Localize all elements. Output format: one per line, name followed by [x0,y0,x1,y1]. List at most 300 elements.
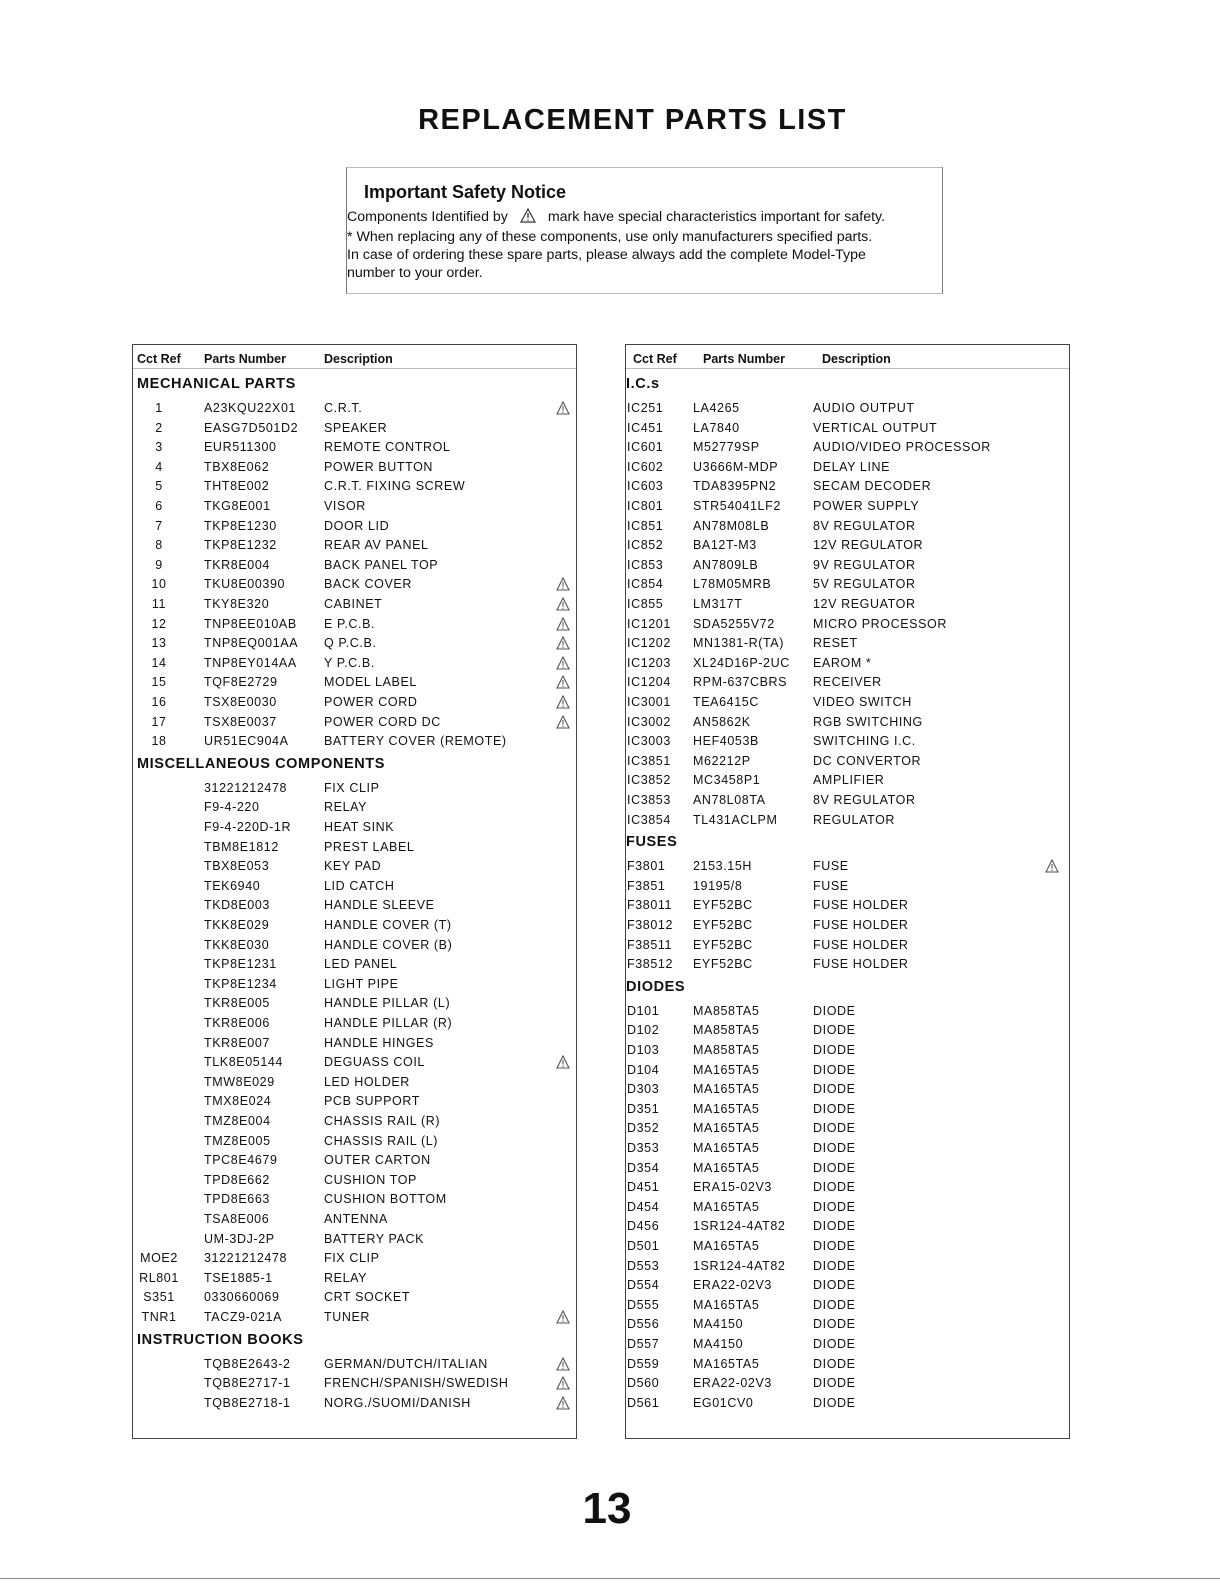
cct-ref-cell: 16 [151,695,167,709]
safety-notice-line-1 [347,208,885,228]
parts-number-cell: TSX8E0030 [204,695,277,709]
parts-number-cell: ERA22-02V3 [693,1376,772,1391]
parts-number-cell: TMZ8E004 [204,1114,271,1128]
parts-number-cell: F9-4-220 [204,800,260,815]
parts-panel-left [132,344,577,1439]
parts-number-cell: TPD8E663 [204,1192,270,1207]
description-cell: SWITCHING I.C. [813,734,916,749]
parts-number-cell: M52779SP [693,440,760,455]
parts-row [133,421,576,439]
parts-number-cell: M62212P [693,753,751,768]
parts-row [133,977,576,995]
cct-ref-cell: IC601 [627,440,664,455]
parts-row [626,617,1069,635]
bottom-divider [0,1578,1220,1579]
parts-row [626,1278,1069,1296]
column-header-cct-ref: Cct Ref [137,352,181,366]
parts-number-cell: MA165TA5 [693,1101,760,1116]
section-heading: I.C.s [626,376,660,392]
cct-ref-cell: D561 [627,1395,660,1410]
parts-number-cell: TQB8E2718-1 [204,1395,291,1410]
description-cell: DIODE [813,1239,856,1253]
parts-number-cell: AN7809LB [693,557,759,572]
description-cell: DIODE [813,1297,856,1312]
description-cell: 5V REGULATOR [813,577,916,592]
parts-number-cell: 31221212478 [204,1251,288,1266]
parts-row [626,793,1069,811]
parts-row [626,1239,1069,1257]
description-cell: GERMAN/DUTCH/ITALIAN [324,1356,488,1371]
description-cell: DIODE [813,1317,856,1332]
cct-ref-cell: D104 [627,1062,660,1077]
description-cell: DIODE [813,1395,856,1410]
description-cell: BATTERY PACK [324,1231,425,1246]
description-cell: DEGUASS COIL [324,1055,425,1070]
parts-row [626,577,1069,595]
cct-ref-cell: D103 [627,1043,660,1057]
parts-row [133,558,576,576]
parts-row [626,898,1069,916]
description-cell: DIODE [813,1376,856,1391]
description-cell: SECAM DECODER [813,479,932,494]
parts-number-cell: TACZ9-021A [204,1310,283,1324]
parts-number-cell: TSA8E006 [204,1212,270,1226]
parts-row [626,1219,1069,1237]
parts-row [133,859,576,877]
description-cell: OUTER CARTON [324,1153,431,1168]
parts-row [626,401,1069,419]
parts-number-cell: EYF52BC [693,957,753,972]
cct-ref-cell: F38512 [627,957,673,972]
description-cell: DIODE [813,1023,856,1038]
cct-ref-cell: D353 [627,1141,660,1155]
cct-ref-cell: D556 [627,1317,660,1332]
parts-row [626,1063,1069,1081]
parts-row [133,996,576,1014]
safety-notice-heading: Important Safety Notice [364,182,567,202]
parts-number-cell: MA165TA5 [693,1239,760,1253]
parts-row [133,440,576,458]
parts-number-cell: TKP8E1234 [204,976,277,991]
cct-ref-cell: D352 [627,1121,660,1136]
parts-number-cell: TKR8E007 [204,1035,270,1050]
parts-row [133,499,576,517]
safety-notice-line-2: * When replacing any of these components, use only manufacturers specified parts. [347,229,873,245]
parts-row [133,840,576,858]
parts-number-cell: TPC8E4679 [204,1153,278,1168]
parts-number-cell: ERA22-02V3 [693,1278,772,1293]
parts-number-cell: LM317T [693,597,743,611]
parts-number-cell: MA165TA5 [693,1356,760,1371]
cct-ref-cell: 4 [155,459,163,474]
parts-number-cell: MN1381-R(TA) [693,636,785,651]
parts-row [133,479,576,497]
parts-number-cell: MA165TA5 [693,1297,760,1312]
description-cell: HEAT SINK [324,820,395,834]
warning-triangle-icon [556,577,570,594]
description-cell: CRT SOCKET [324,1290,411,1305]
description-cell: DIODE [813,1219,856,1234]
description-cell: FRENCH/SPANISH/SWEDISH [324,1376,509,1391]
parts-row [133,1134,576,1152]
parts-number-cell: EUR511300 [204,440,277,455]
parts-row [133,938,576,956]
description-cell: NORG./SUOMI/DANISH [324,1395,471,1410]
parts-row [626,859,1069,877]
cct-ref-cell: 11 [151,597,167,611]
cct-ref-cell: 10 [151,577,167,592]
parts-number-cell: AN5862K [693,714,751,729]
cct-ref-cell: D451 [627,1180,660,1195]
parts-number-cell: TEA6415C [693,695,759,709]
parts-row [626,1023,1069,1041]
cct-ref-cell: IC251 [627,401,664,415]
description-cell: HANDLE PILLAR (R) [324,1016,453,1030]
parts-number-cell: TLK8E05144 [204,1055,283,1070]
parts-row [626,538,1069,556]
parts-row [626,957,1069,975]
parts-number-cell: LA7840 [693,420,740,435]
parts-number-cell: TKP8E1230 [204,518,277,533]
cct-ref-cell: IC1201 [627,616,671,631]
cct-ref-cell: RL801 [139,1270,179,1285]
parts-row [626,1298,1069,1316]
safety-notice-line-1-start: Components Identified by [347,209,508,225]
parts-row [133,957,576,975]
cct-ref-cell: 12 [151,616,167,631]
parts-number-cell: THT8E002 [204,479,270,494]
parts-number-cell: MA165TA5 [693,1121,760,1136]
cct-ref-cell: 2 [155,420,163,435]
parts-row [626,1357,1069,1375]
cct-ref-cell: IC3003 [627,734,671,749]
warning-triangle-icon [556,1055,570,1072]
description-cell: DIODE [813,1356,856,1371]
warning-triangle-icon [556,617,570,634]
parts-row [133,636,576,654]
cct-ref-cell: IC3002 [627,714,671,729]
cct-ref-cell: 7 [155,518,163,533]
description-cell: LID CATCH [324,878,395,893]
warning-triangle-icon [520,208,536,228]
parts-number-cell: TSE1885-1 [204,1270,273,1285]
parts-row [626,773,1069,791]
description-cell: DIODE [813,1337,856,1351]
description-cell: DIODE [813,1101,856,1116]
description-cell: POWER CORD DC [324,714,441,729]
safety-notice-line-3: In case of ordering these spare parts, please always add the complete Model-Type [347,247,866,263]
column-header-row [133,345,576,369]
cct-ref-cell: IC3854 [627,812,671,827]
parts-row [626,1259,1069,1277]
parts-number-cell: TKK8E029 [204,918,270,932]
parts-row [133,656,576,674]
cct-ref-cell: IC853 [627,557,664,572]
description-cell: DIODE [813,1082,856,1097]
cct-ref-cell: IC451 [627,420,664,435]
parts-row [133,460,576,478]
parts-row [626,879,1069,897]
parts-row [626,715,1069,733]
description-cell: C.R.T. FIXING SCREW [324,479,466,494]
warning-triangle-icon [556,715,570,732]
description-cell: DC CONVERTOR [813,753,922,768]
parts-row [626,479,1069,497]
parts-number-cell: LA4265 [693,401,740,415]
description-cell: PCB SUPPORT [324,1094,420,1109]
parts-row [626,597,1069,615]
cct-ref-cell: IC602 [627,459,664,474]
parts-number-cell: TKG8E001 [204,499,271,513]
parts-row [626,1141,1069,1159]
parts-row [626,499,1069,517]
cct-ref-cell: F38511 [627,937,673,952]
warning-triangle-icon [556,656,570,673]
description-cell: POWER BUTTON [324,459,434,474]
parts-number-cell: UR51EC904A [204,734,289,749]
description-cell: FUSE HOLDER [813,937,909,952]
description-cell: FUSE HOLDER [813,898,909,913]
description-cell: FIX CLIP [324,1251,380,1266]
cct-ref-cell: 1 [155,401,163,415]
description-cell: Q P.C.B. [324,636,377,651]
description-cell: DIODE [813,1258,856,1273]
column-header-parts-number: Parts Number [204,352,286,366]
cct-ref-cell: 8 [155,538,163,553]
description-cell: FUSE [813,859,849,874]
parts-row [133,1232,576,1250]
parts-number-cell: L78M05MRB [693,577,772,592]
parts-number-cell: TNP8EE010AB [204,616,297,631]
safety-notice-box [346,167,943,294]
warning-triangle-icon [556,597,570,614]
description-cell: E P.C.B. [324,616,376,631]
cct-ref-cell: F38012 [627,918,673,932]
column-header-cct-ref: Cct Ref [633,352,677,366]
cct-ref-cell: 15 [151,675,167,690]
description-cell: RELAY [324,800,368,815]
parts-row [626,734,1069,752]
parts-number-cell: TL431ACLPM [693,812,778,827]
parts-number-cell: TKR8E005 [204,996,270,1011]
cct-ref-cell: D102 [627,1023,660,1038]
parts-row [133,1075,576,1093]
cct-ref-cell: D560 [627,1376,660,1391]
cct-ref-cell: D101 [627,1003,660,1018]
description-cell: FUSE HOLDER [813,957,909,972]
parts-panel-right [625,344,1070,1439]
parts-row [133,1036,576,1054]
parts-number-cell: TBX8E062 [204,459,270,474]
warning-triangle-icon [556,1357,570,1374]
parts-row [626,1102,1069,1120]
description-cell: DIODE [813,1160,856,1175]
cct-ref-cell: IC3853 [627,793,671,807]
description-cell: CHASSIS RAIL (L) [324,1133,439,1148]
parts-row [626,656,1069,674]
parts-row [626,1121,1069,1139]
parts-number-cell: TEK6940 [204,878,261,893]
description-cell: HANDLE COVER (T) [324,918,452,932]
description-cell: MICRO PROCESSOR [813,616,948,631]
cct-ref-cell: D351 [627,1101,660,1116]
parts-row [133,1396,576,1414]
parts-number-cell: UM-3DJ-2P [204,1231,275,1246]
warning-triangle-icon [556,1376,570,1393]
parts-number-cell: TMW8E029 [204,1074,275,1089]
parts-row [626,918,1069,936]
parts-number-cell: MA165TA5 [693,1141,760,1155]
parts-number-cell: TMX8E024 [204,1094,272,1109]
parts-number-cell: A23KQU22X01 [204,401,297,415]
description-cell: HANDLE PILLAR (L) [324,996,451,1011]
cct-ref-cell: IC603 [627,479,664,494]
parts-number-cell: EYF52BC [693,937,753,952]
description-cell: BACK COVER [324,577,412,592]
description-cell: C.R.T. [324,401,363,415]
cct-ref-cell: IC3001 [627,695,671,709]
cct-ref-cell: D303 [627,1082,660,1097]
description-cell: REGULATOR [813,812,896,827]
parts-number-cell: MA165TA5 [693,1062,760,1077]
cct-ref-cell: IC1202 [627,636,671,651]
description-cell: VIDEO SWITCH [813,695,912,709]
description-cell: LED HOLDER [324,1074,410,1089]
description-cell: BACK PANEL TOP [324,557,439,572]
warning-triangle-icon [556,636,570,653]
cct-ref-cell: 18 [151,734,167,749]
cct-ref-cell: D454 [627,1199,660,1214]
parts-number-cell: TKP8E1231 [204,957,277,972]
description-cell: PREST LABEL [324,839,415,854]
description-cell: EAROM * [813,655,872,670]
description-cell: KEY PAD [324,859,382,874]
parts-row [133,1290,576,1308]
description-cell: DIODE [813,1043,856,1057]
cct-ref-cell: 9 [155,557,163,572]
cct-ref-cell: D553 [627,1258,660,1273]
parts-row [133,820,576,838]
description-cell: RELAY [324,1270,368,1285]
column-header-description: Description [324,352,393,366]
warning-triangle-icon [1045,859,1059,876]
description-cell: 9V REGULATOR [813,557,916,572]
section-heading: DIODES [626,978,686,995]
parts-number-cell: MA858TA5 [693,1043,760,1057]
parts-number-cell: MA165TA5 [693,1082,760,1097]
cct-ref-cell: IC855 [627,597,664,611]
parts-number-cell: MA165TA5 [693,1160,760,1175]
description-cell: DIODE [813,1180,856,1195]
parts-number-cell: 2153.15H [693,859,753,874]
parts-number-cell: MA4150 [693,1317,744,1332]
cct-ref-cell: TNR1 [141,1310,177,1324]
parts-number-cell: F9-4-220D-1R [204,820,292,834]
parts-number-cell: MA858TA5 [693,1003,760,1018]
parts-row [626,1043,1069,1061]
parts-number-cell: SDA5255V72 [693,616,775,631]
parts-number-cell: AN78M08LB [693,518,770,533]
cct-ref-cell: 13 [151,636,167,651]
cct-ref-cell: IC851 [627,518,664,533]
parts-row [133,715,576,733]
parts-number-cell: TQB8E2643-2 [204,1356,291,1371]
parts-row [133,1251,576,1269]
description-cell: CHASSIS RAIL (R) [324,1114,441,1128]
parts-row [133,617,576,635]
description-cell: MODEL LABEL [324,675,417,690]
description-cell: VERTICAL OUTPUT [813,420,938,435]
description-cell: DELAY LINE [813,459,891,474]
description-cell: FUSE [813,878,849,893]
parts-row [133,734,576,752]
parts-number-cell: MA4150 [693,1337,744,1351]
description-cell: DIODE [813,1199,856,1214]
safety-notice-line-4: number to your order. [347,265,483,281]
parts-number-cell: TKR8E006 [204,1016,270,1030]
cct-ref-cell: S351 [143,1290,175,1305]
cct-ref-cell: D557 [627,1337,660,1351]
column-header-description: Description [822,352,891,366]
cct-ref-cell: 6 [155,499,163,513]
section-heading: MECHANICAL PARTS [137,376,296,392]
cct-ref-cell: D559 [627,1356,660,1371]
warning-triangle-icon [556,695,570,712]
description-cell: DIODE [813,1003,856,1018]
parts-number-cell: U3666M-MDP [693,459,779,474]
cct-ref-cell: IC3852 [627,773,671,788]
description-cell: REAR AV PANEL [324,538,429,553]
column-header-row [626,345,1069,369]
parts-number-cell: TKP8E1232 [204,538,277,553]
description-cell: SPEAKER [324,420,388,435]
parts-row [133,1094,576,1112]
parts-number-cell: TBM8E1812 [204,839,279,854]
section-heading: MISCELLANEOUS COMPONENTS [137,755,386,772]
parts-number-cell: 0330660069 [204,1290,280,1305]
warning-triangle-icon [556,1396,570,1413]
parts-number-cell: TBX8E053 [204,859,270,874]
description-cell: 8V REGULATOR [813,518,916,533]
description-cell: DOOR LID [324,518,390,533]
cct-ref-cell: F3801 [627,859,666,874]
page-title: REPLACEMENT PARTS LIST [418,104,847,136]
parts-row [626,1004,1069,1022]
parts-number-cell: RPM-637CBRS [693,675,788,690]
parts-number-cell: TNP8EQ001AA [204,636,299,651]
cct-ref-cell: 5 [155,479,163,494]
parts-number-cell: AN78L08TA [693,793,766,807]
parts-number-cell: STR54041LF2 [693,499,781,513]
parts-number-cell: EG01CV0 [693,1395,754,1410]
parts-number-cell: TKR8E004 [204,557,270,572]
parts-row [133,1153,576,1171]
parts-row [626,754,1069,772]
description-cell: CUSHION TOP [324,1172,417,1187]
parts-row [626,519,1069,537]
description-cell: FIX CLIP [324,780,380,795]
cct-ref-cell: D554 [627,1278,660,1293]
parts-row [626,1200,1069,1218]
parts-row [626,636,1069,654]
cct-ref-cell: D456 [627,1219,660,1234]
description-cell: DIODE [813,1062,856,1077]
parts-row [133,781,576,799]
parts-row [133,1016,576,1034]
cct-ref-cell: 17 [151,714,167,729]
cct-ref-cell: MOE2 [140,1251,178,1266]
parts-row [133,1055,576,1073]
